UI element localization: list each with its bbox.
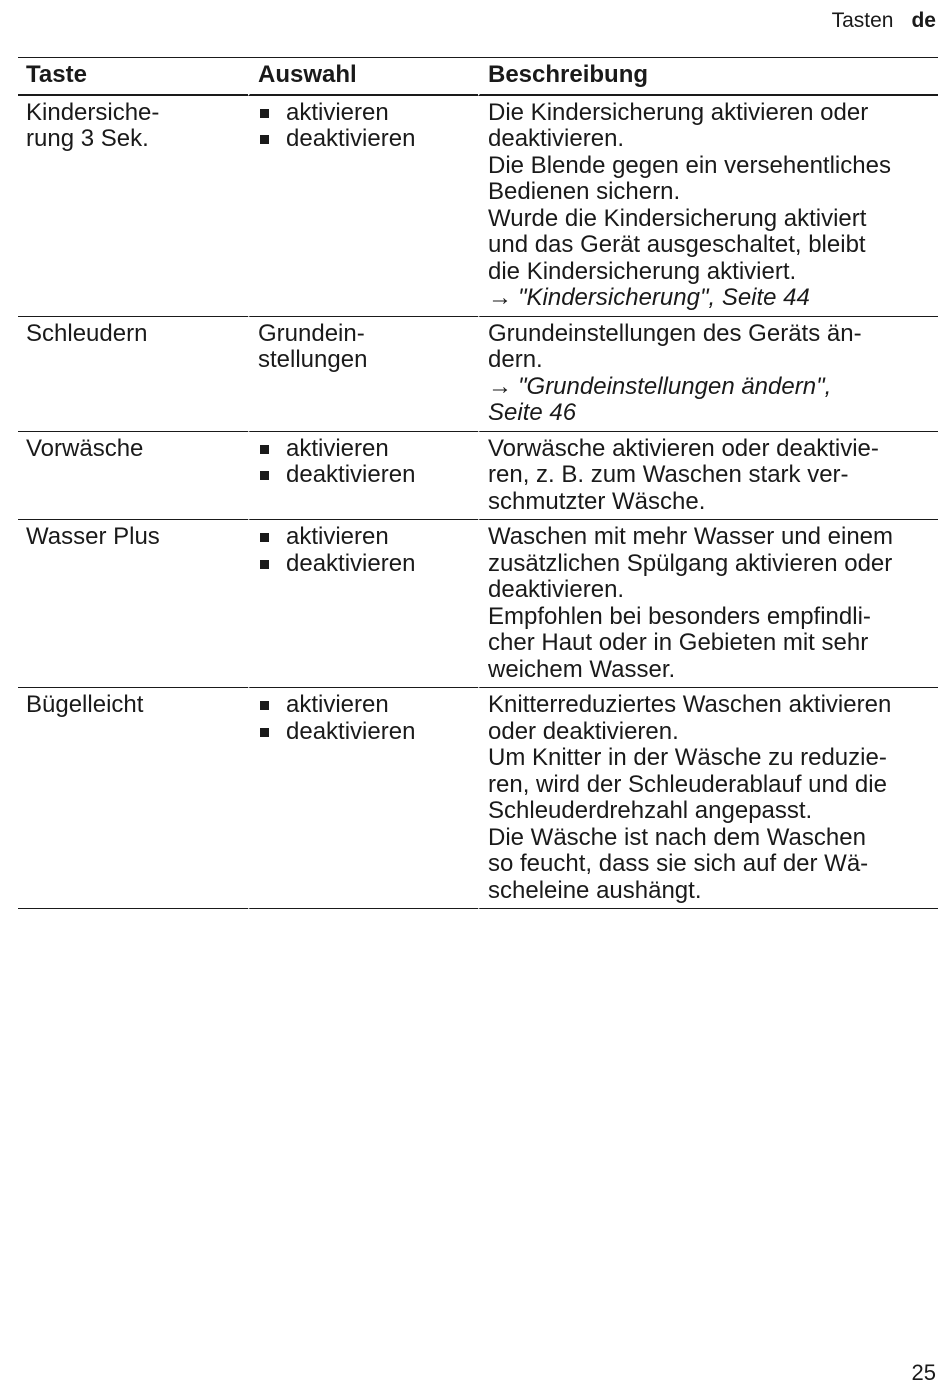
table-row (18, 317, 938, 432)
cell-taste: Wasser Plus (18, 520, 248, 688)
square-bullet-icon (260, 560, 269, 569)
list-item: aktivieren (258, 100, 470, 127)
cell-auswahl (248, 688, 478, 909)
list-item: deaktivieren (258, 551, 470, 578)
list-item: deaktivieren (258, 719, 470, 746)
page-header (832, 8, 936, 34)
list-item: deaktivieren (258, 462, 470, 489)
cell-beschreibung: Waschen mit mehr Wasser und einem zusätzlichen Spülgang aktivieren oder deaktivieren. Empfohlen bei besonders empfindli- cher Haut oder in Gebieten mit sehr weichem Wasser. (478, 520, 938, 688)
cross-reference: → "Kindersicherung", Seite 44 (488, 284, 810, 311)
buttons-table (18, 58, 938, 909)
cell-beschreibung: Die Kindersicherung aktivieren oder deaktivieren. Die Blende gegen ein versehentliches Bedienen sichern. Wurde die Kindersicherung aktiviert und das Gerät ausgeschaltet, bleibt die Kindersicherung aktiviert. → "Kindersicherung", Seite 44 (478, 96, 938, 317)
square-bullet-icon (260, 135, 269, 144)
cell-taste: Bügelleicht (18, 688, 248, 909)
list-item: deaktivieren (258, 126, 470, 153)
cell-auswahl: Grundein- stellungen (248, 317, 478, 432)
page-number: 25 (911, 1360, 936, 1385)
cell-beschreibung: Vorwäsche aktivieren oder deaktivie- ren, z. B. zum Waschen stark ver- schmutzter Wäsche. (478, 432, 938, 521)
option-list (258, 524, 470, 577)
table-row (18, 96, 938, 317)
square-bullet-icon (260, 109, 269, 118)
option-list (258, 692, 470, 745)
cell-taste: Kindersiche- rung 3 Sek. (18, 96, 248, 317)
cell-beschreibung: Grundeinstellungen des Geräts än- dern. → "Grundeinstellungen ändern", Seite 46 (478, 317, 938, 432)
arrow-icon: → (488, 284, 512, 311)
square-bullet-icon (260, 471, 269, 480)
square-bullet-icon (260, 445, 269, 454)
cell-auswahl (248, 432, 478, 521)
language-code: de (911, 9, 936, 32)
cell-beschreibung: Knitterreduziertes Waschen aktivieren oder deaktivieren. Um Knitter in der Wäsche zu reduzie- ren, wird der Schleuderablauf und die Schleuderdrehzahl angepasst. Die Wäsche ist nach dem Waschen so feucht, dass sie sich auf der Wä- scheleine aushängt. (478, 688, 938, 909)
header-taste: Taste (18, 58, 248, 96)
arrow-icon: → (488, 372, 512, 400)
square-bullet-icon (260, 701, 269, 710)
table-row (18, 520, 938, 688)
square-bullet-icon (260, 533, 269, 542)
cell-taste: Schleudern (18, 317, 248, 432)
square-bullet-icon (260, 728, 269, 737)
header-beschreibung: Beschreibung (478, 58, 938, 96)
list-item: aktivieren (258, 436, 470, 463)
cell-auswahl (248, 96, 478, 317)
table-row (18, 432, 938, 521)
cross-reference: → "Grundeinstellungen ändern", Seite 46 (488, 372, 832, 426)
section-title: Tasten (831, 9, 894, 32)
option-list (258, 100, 470, 153)
header-auswahl: Auswahl (248, 58, 478, 96)
cell-taste: Vorwäsche (18, 432, 248, 521)
table-header-row (18, 58, 938, 96)
list-item: aktivieren (258, 524, 470, 551)
list-item: aktivieren (258, 692, 470, 719)
option-list (258, 436, 470, 489)
table-row (18, 688, 938, 909)
cell-auswahl (248, 520, 478, 688)
